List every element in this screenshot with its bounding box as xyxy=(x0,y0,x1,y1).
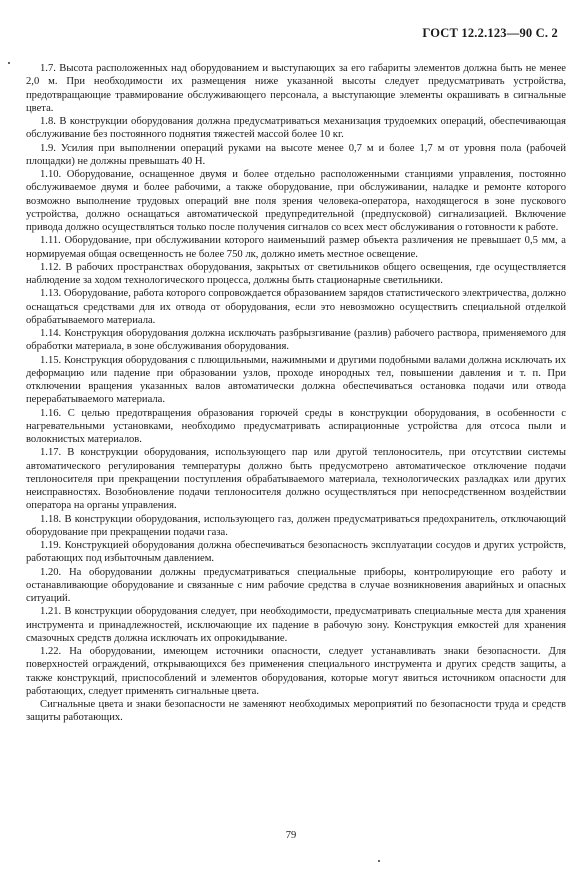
paragraph-1-16: 1.16. С целью предотвращения образования горючей среды в конструкции оборудования, в особенности с нагревательными установками, необходимо предусматривать аспирационные устройства для отсоса пыли и волокнистых материалов. xyxy=(26,407,566,445)
page-header: ГОСТ 12.2.123—90 С. 2 xyxy=(422,26,558,40)
paragraph-1-19: 1.19. Конструкцией оборудования должна обеспечиваться безопасность эксплуатации сосудов и других устройств, работающих под избыточным давлением. xyxy=(26,540,566,565)
paragraph-1-17: 1.17. В конструкции оборудования, использующего пар или другой теплоноситель, при отсутствии системы автоматического регулирования температуры должно быть предусмотрено автоматическое отключение подачи теплоносителя при прекращении поступления обрабатываемого материала, технологических разладках или других неисправностях. Возобновление подачи теплоносителя должно осуществляться при непосредственном воздействии оператора на органы управления. xyxy=(26,447,566,512)
scan-speck xyxy=(378,860,380,862)
paragraph-1-15: 1.15. Конструкция оборудования с плющильными, нажимными и другими подобными валами должна исключать их деформацию или падение при образовании узлов, проходе инородных тел, повышении давления и т. п. При отключении вращения указанных валов автоматически должна обеспечиваться остановка подачи или отвода перерабатываемого материала. xyxy=(26,354,566,406)
paragraph-1-7: 1.7. Высота расположенных над оборудованием и выступающих за его габариты элементов должна быть не менее 2,0 м. При необходимости их размещения ниже указанной высоты следует предусматривать устройства, предотвращающие травмирование обслуживающего персонала, а выступающие элементы окрашивать в сигнальные цвета. xyxy=(26,63,566,114)
paragraph-1-18: 1.18. В конструкции оборудования, использующего газ, должен предусматриваться предохранитель, отключающий оборудование при прекращении подачи газа. xyxy=(26,513,566,538)
paragraph-1-20: 1.20. На оборудовании должны предусматриваться специальные приборы, контролирующие его работу и останавливающие оборудование и связанные с ним рабочие средства в случае возникновения аварийных и опасных ситуаций. xyxy=(26,566,566,604)
paragraph-1-8: 1.8. В конструкции оборудования должна предусматриваться механизация трудоемких операций, обеспечивающая обслуживание без постоянного поднятия тяжестей массой более 10 кг. xyxy=(26,116,566,141)
body-text xyxy=(26,62,566,725)
paragraph-1-21: 1.21. В конструкции оборудования следует, при необходимости, предусматривать специальные места для хранения инструмента и принадлежностей, исключающие их падение в рабочую зону. Конструкция емкостей для хранения смазочных средств должна исключать их опрокидывание. xyxy=(26,606,566,644)
page-number: 79 xyxy=(285,830,297,841)
scan-speck xyxy=(8,62,10,64)
paragraph-1-10: 1.10. Оборудование, оснащенное двумя и более отдельно расположенными станциями управления, постоянно обслуживаемое двумя и более рабочими, а также оборудование, при обслуживании, наладке и ремонте которого возможно выполнение трудовых операций вне поля зрения человека-оператора, находящегося в зоне пускового устройства, должно оснащаться автоматической предупредительной (предпусковой) сигнализацией. Включение привода должно осуществляться только после получения сигналов со всех мест обслуживания о готовности к работе. xyxy=(26,169,566,233)
paragraph-1-9: 1.9. Усилия при выполнении операций руками на высоте менее 0,7 м и более 1,7 м от уровня пола (рабочей площадки) не должны превышать 40 Н. xyxy=(26,142,566,167)
paragraph-1-12: 1.12. В рабочих пространствах оборудования, закрытых от светильников общего освещения, где осуществляется наблюдение за ходом технологического процесса, должны быть стационарные светильники. xyxy=(26,261,566,286)
paragraph-1-22: 1.22. На оборудовании, имеющем источники опасности, следует устанавливать знаки безопасности. Для поверхностей ограждений, открывающихся без применения специального инструмента и других средств защиты, а также конструкций, приспособлений и элементов оборудования, которые могут явиться источником опасности для работающих, следует применять сигнальные цвета. xyxy=(26,646,566,697)
paragraph-1-11: 1.11. Оборудование, при обслуживании которого наименьший размер объекта различения не превышает 0,5 мм, а нормируемая общая освещенность не более 750 лк, должно иметь местное освещение. xyxy=(26,235,566,260)
paragraph-1-14: 1.14. Конструкция оборудования должна исключать разбрызгивание (разлив) рабочего раствора, применяемого для обработки материала, в зоне обслуживания оборудования. xyxy=(26,328,566,353)
paragraph-closing-note: Сигнальные цвета и знаки безопасности не заменяют необходимых мероприятий по безопасности труда и средств защиты работающих. xyxy=(26,699,566,724)
paragraph-1-13: 1.13. Оборудование, работа которого сопровождается образованием зарядов статистического электричества, должно оснащаться средствами для их отвода от оборудования, если это невозможно осуществить специальной отделкой обрабатываемого материала. xyxy=(26,288,566,326)
